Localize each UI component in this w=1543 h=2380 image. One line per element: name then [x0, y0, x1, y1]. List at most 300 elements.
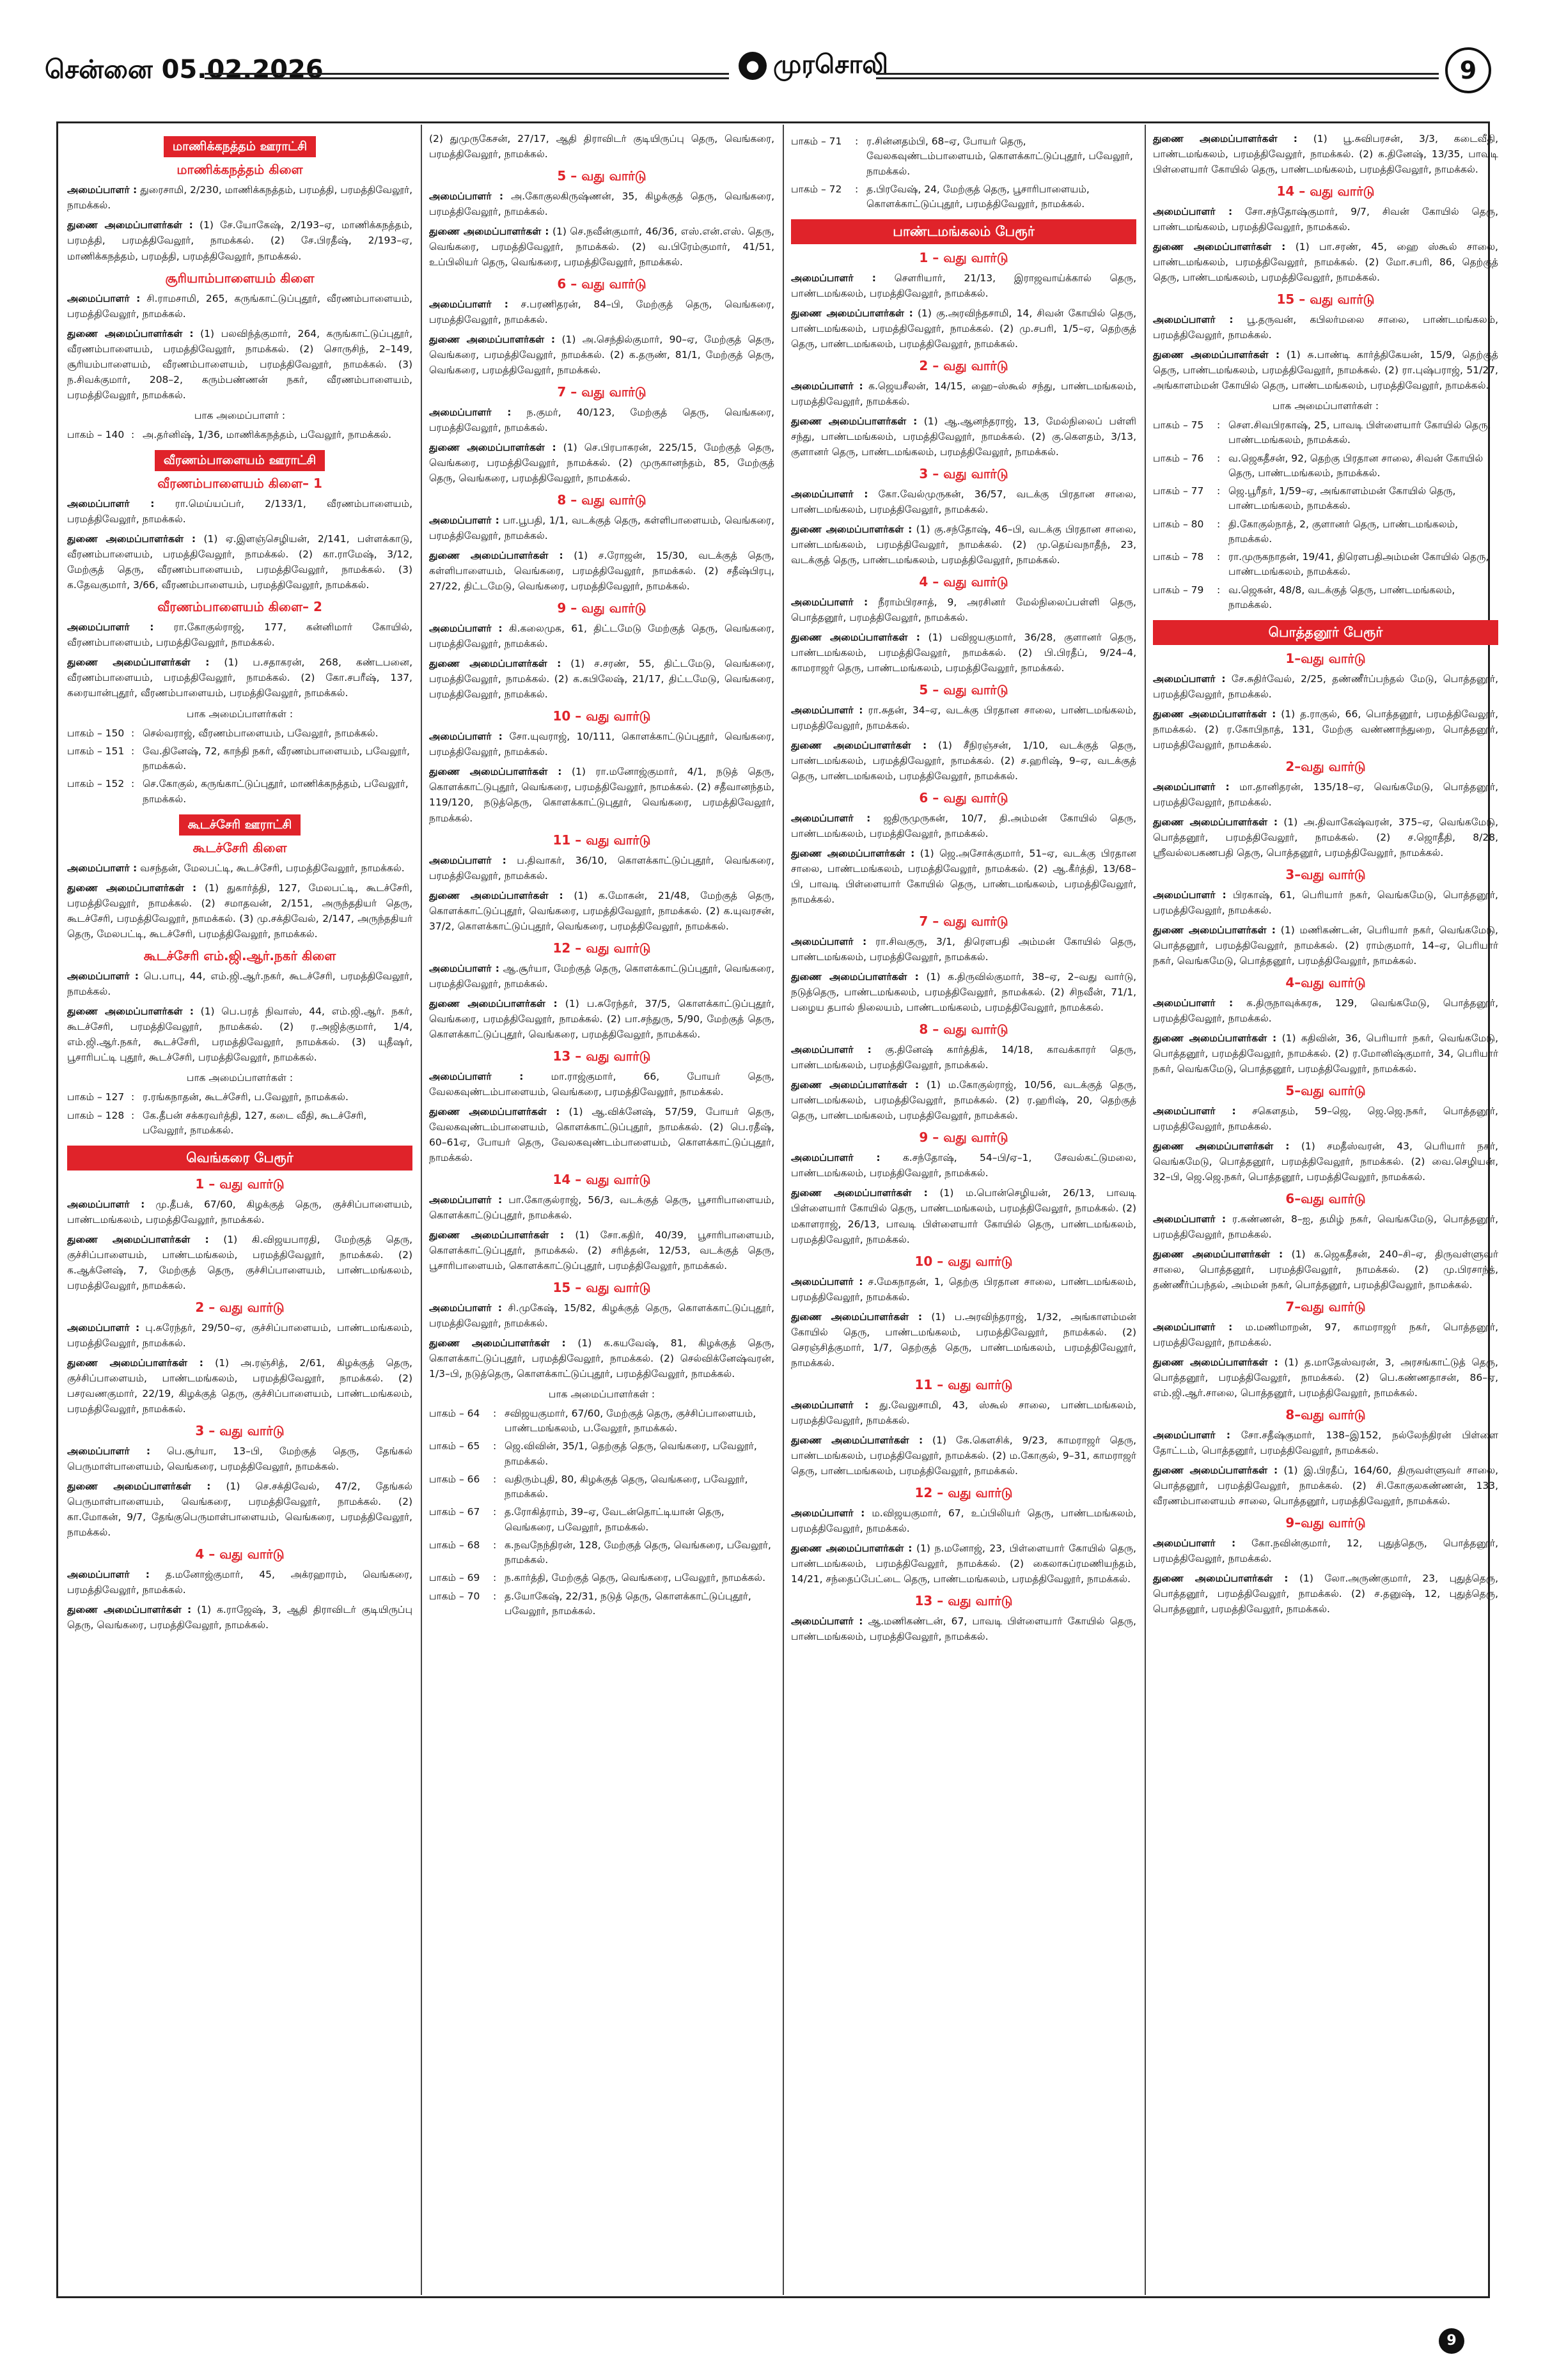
appointment-entry: [429, 1335, 774, 1381]
entry-continuation: (2) துமுருகேசன், 27/17, ஆதி திராவிடர் குடியிருப்பு தெரு, வெங்கரை, பரமத்திவேலூர், நாமக்கல்.: [429, 133, 774, 160]
booth-separator: :: [131, 778, 135, 790]
appointment-entry: [791, 1433, 1136, 1479]
role-label: அமைப்பாளர் :: [429, 623, 503, 635]
role-label: அமைப்பாளர் :: [1153, 889, 1226, 901]
ward-heading: 1–வது வார்டு: [1285, 650, 1366, 666]
role-label: அமைப்பாளர் :: [429, 1194, 503, 1206]
role-label: அமைப்பாளர் :: [791, 1044, 872, 1056]
appointment-entry: [1153, 1247, 1498, 1293]
role-label: துணை அமைப்பாளர்கள் :: [1153, 1032, 1277, 1045]
appointee-details: (1) க.திருவில்குமார், 38–ஏ, 2–வது வார்டு, நடுத்தெரு, பாண்டமங்கலம், பரமத்திவேலூர், நாமக்கல். (2) சிநவீன், 71/1, பழைய தபால் நிலையம், பாண்டமங்கலம், பரமத்திவேலூர், நாமக்கல்.: [791, 971, 1136, 1014]
appointment-entry: [1153, 1103, 1498, 1134]
role-label: துணை அமைப்பாளர்கள் :: [1153, 816, 1278, 828]
role-label: அமைப்பாளர் :: [1153, 1105, 1236, 1117]
booth-appointee: ரா.முருகநாதன், 19/41, திரௌபதிஅம்மன் கோயில் தெரு, பாண்டமங்கலம், நாமக்கல்.: [1228, 551, 1489, 578]
role-label: அமைப்பாளர் :: [1153, 997, 1234, 1009]
booth-section-label: பாக அமைப்பாளர்கள் :: [548, 1388, 655, 1400]
role-label: அமைப்பாளர் :: [67, 184, 137, 196]
booth-row: [429, 1570, 774, 1588]
appointment-entry: [429, 513, 774, 543]
booth-separator: :: [855, 136, 859, 147]
role-label: அமைப்பாளர் :: [67, 498, 155, 510]
appointee-details: க.ஜெயசீலன், 14/15, ஹை–ஸ்கூல் சந்து, பாண்டமங்கலம், பரமத்திவேலூர், நாமக்கல்.: [791, 380, 1136, 407]
booth-appointee: த.ரோகித்ராம், 39–ஏ, வேடன்தொட்டியான் தெரு, வெங்கரை, பவேலூர், நாமக்கல்.: [505, 1506, 725, 1533]
booth-number: பாகம் – 128: [67, 1109, 125, 1121]
appointee-details: (1) ந.மனோஜ், 23, பிள்ளையார் கோயில் தெரு, பாண்டமங்கலம், பரமத்திவேலூர், நாமக்கல். (2) கைலாசுப்ரமணியந்தம், 14/21, சந்தைப்பேட்டை தெரு, பாண்டமங்கலம், பரமத்திவேலூர், நாமக்கல்.: [791, 1542, 1136, 1585]
booth-separator: :: [493, 1440, 497, 1452]
appointee-details: (1) ப.சுரேந்தர், 37/5, கொளக்காட்டுப்புதூர், வெங்கரை, பரமத்திவேலூர், நாமக்கல். (2) பா.சந்துரு, 5/90, மேற்குத் தெரு, கொளக்காட்டுப்புதூர், வெங்கரை, பரமத்திவேலூர், நாமக்கல்.: [429, 997, 774, 1040]
booth-appointee: ஜெ.பூரீதர், 1/59–ஏ, அங்காளம்மன் கோயில் தெரு, பாண்டமங்கலம், நாமக்கல்.: [1228, 485, 1456, 512]
appointee-details: (1) செ.சக்திவேல், 47/2, தேங்கல் பெருமாள்பாளையம், வெங்கரை, பரமத்திவேலூர், நாமக்கல். (2) கா.மோகன், 9/7, தேங்குபெருமாள்பாளையம், வெங்கரை, பரமத்திவேலூர், நாமக்கல்.: [67, 1480, 412, 1538]
role-label: துணை அமைப்பாளர்கள் :: [791, 1187, 928, 1199]
appointee-details: (1) ம.கோகுல்ராஜ், 10/56, வடக்குத் தெரு, பாண்டமங்கலம், பரமத்திவேலூர், நாமக்கல். (2) ர.ஹரிஷ், 20, தெற்குத் தெரு, பாண்டமங்கலம், பரமத்திவேலூர், நாமக்கல்.: [791, 1079, 1136, 1122]
booth-number: பாகம் – 79: [1153, 584, 1204, 596]
ward-heading: 7 – வது வார்டு: [557, 384, 646, 400]
role-label: அமைப்பாளர் :: [429, 1302, 502, 1314]
booth-separator: :: [493, 1539, 497, 1551]
appointment-entry: [67, 655, 412, 701]
booth-row: [1153, 417, 1498, 451]
booth-separator: :: [131, 1109, 135, 1121]
role-label: துணை அமைப்பாளர்கள் :: [67, 327, 194, 339]
booth-number: பாகம் – 72: [791, 183, 842, 195]
appointee-details: (1) த.மாதேஸ்வரன், 3, அரசங்காட்டுத் தெரு, பொத்தனூர், பரமத்திவேலூர், நாமக்கல். (2) பெ.கண்ணதாசன், 86–ஏ, எம்.ஜி.ஆர்.சாலை, பொத்தனூர், பரமத்திவேலூர், நாமக்கல்.: [1153, 1357, 1498, 1399]
role-label: துணை அமைப்பாளர்கள் :: [1153, 133, 1297, 144]
appointee-details: சே.சுதிர்வேல், 2/25, தண்ணீர்ப்பந்தல் மேடு, பொத்தனூர், பரமத்திவேலூர், நாமக்கல்.: [1153, 673, 1498, 700]
panchayat-heading: வீரணம்பாளையம் ஊராட்சி: [155, 450, 325, 471]
appointee-details: (1) க.ஜெகதீசன், 240–சி–ஏ, திருவள்ளுவர் சாலை, பொத்தனூர், பரமத்திவேலூர், நாமக்கல். (2) மு.பிரசாந்த், தண்ணீர்ப்பந்தல், அம்மன் நகர், பொத்தனூர், பரமத்திவேலூர், நாமக்கல்.: [1153, 1248, 1498, 1291]
panchayat-heading: மாணிக்கநத்தம் ஊராட்சி: [164, 136, 316, 157]
column-2: [429, 131, 774, 2285]
role-label: துணை அமைப்பாளர்கள் :: [1153, 241, 1286, 253]
appointee-details: கோ.நவின்குமார், 12, புதுத்தெரு, பொத்தனூர், பரமத்திவேலூர், நாமக்கல்.: [1153, 1537, 1498, 1565]
appointment-entry: [1153, 887, 1498, 918]
role-label: துணை அமைப்பாளர்கள் :: [1153, 708, 1276, 720]
appointee-details: கோ.வேல்முருகன், 36/57, வடக்கு பிரதான சாலை, பாண்டமங்கலம், பரமத்திவேலூர், நாமக்கல்.: [791, 488, 1136, 515]
appointment-entry: [1153, 239, 1498, 285]
appointment-entry: [67, 880, 412, 942]
appointee-details: (1) ம.பொன்செழியன், 26/13, பாவடி பிள்ளையார் கோயில் தெரு, பாண்டமங்கலம், பரமத்திவேலூர், நாமக்கல். (2) மகாளராஜ், 26/13, பாவடி பிள்ளையார் கோயில் தெரு, பாண்டமங்கலம், பரமத்திவேலூர், நாமக்கல்.: [791, 1187, 1136, 1245]
appointment-entry: [791, 1541, 1136, 1587]
role-label: அமைப்பாளர் :: [67, 1198, 145, 1210]
appointee-details: கு.தினேஷ் கார்த்திக், 14/18, காவக்காரர் தெரு, பாண்டமங்கலம், பரமத்திவேலூர், நாமக்கல்.: [791, 1044, 1136, 1071]
role-label: அமைப்பாளர் :: [67, 862, 137, 875]
role-label: துணை அமைப்பாளர்கள் :: [67, 219, 193, 231]
appointee-details: மா.தானிதரன், 135/18–ஏ, வெங்கமேடு, பொத்தனூர், பரமத்திவேலூர், நாமக்கல்.: [1153, 781, 1498, 808]
booth-list: [67, 427, 412, 445]
role-label: துணை அமைப்பாளர்கள் :: [791, 415, 918, 427]
role-label: அமைப்பாளர் :: [429, 407, 512, 419]
appointee-details: (1) சமதீஸ்வரன், 43, பெரியார் நகர், வெங்கமேடு, பொத்தனூர், பரமத்திவேலூர், நாமக்கல். (2) வை.செழியன், 32–பி, ஜெ.ஜெ.நகர், பொத்தனூர், பரமத்திவேலூர், நாமக்கல்.: [1153, 1140, 1498, 1183]
appointment-entry: [1153, 1463, 1498, 1509]
booth-row: [429, 1438, 774, 1472]
appointment-entry: [791, 414, 1136, 460]
appointee-details: (1) பூ.சுவிபரசன், 3/3, கடைவீதி, பாண்டமங்கலம், பரமத்திவேலூர், நாமக்கல். (2) க.தினேஷ், 13/35, பாவடி பிள்ளையார் கோயில் தெரு, பாண்டமங்கலம், பரமத்திவேலூர், நாமக்கல்.: [1153, 133, 1498, 176]
booth-appointee: ந.கார்த்தி, மேற்குத் தெரு, வெங்கரை, பவேலூர், நாமக்கல்.: [505, 1572, 766, 1584]
appointee-details: ம.மணிமாறன், 97, காமராஜர் நகர், பொத்தனூர், பரமத்திவேலூர், நாமக்கல்.: [1153, 1321, 1498, 1349]
appointee-details: (1) க.மோகன், 21/48, மேற்குத் தெரு, கொளக்காட்டுப்புதூர், வெங்கரை, பரமத்திவேலூர், நாமக்கல். (2) க.யுவரசன், 37/2, கொளக்காட்டுப்புதூர், வெங்கரை, பரமத்திவேலூர், நாமக்கல்.: [429, 889, 774, 932]
booth-number: பாகம் – 66: [429, 1473, 480, 1485]
ward-heading: 13 – வது வார்டு: [552, 1048, 651, 1064]
booth-number: பாகம் – 140: [67, 428, 125, 440]
booth-row: [429, 1589, 774, 1622]
booth-row: [1153, 451, 1498, 484]
role-label: அமைப்பாளர் :: [429, 515, 499, 527]
column-divider: [1145, 125, 1146, 2295]
ward-heading: 8–வது வார்டு: [1285, 1407, 1366, 1423]
appointment-entry: [791, 1274, 1136, 1305]
ward-heading: 7–வது வார்டு: [1285, 1299, 1366, 1315]
appointment-entry: [1153, 814, 1498, 860]
booth-section-label: பாக அமைப்பாளர் :: [194, 409, 286, 421]
booth-separator: :: [493, 1572, 497, 1584]
ward-heading: 12 – வது வார்டு: [552, 940, 651, 956]
role-label: துணை அமைப்பாளர்கள் :: [67, 657, 210, 669]
role-label: அமைப்பாளர் :: [791, 813, 871, 825]
appointee-details: சோ.யுவராஜ், 10/111, கொளக்காட்டுப்புதூர், வெங்கரை, பரமத்திவேலூர், நாமக்கல்.: [429, 731, 774, 758]
appointment-entry: [1153, 779, 1498, 810]
ward-heading: 9–வது வார்டு: [1285, 1515, 1366, 1531]
booth-row: [67, 743, 412, 777]
appointee-details: மா.ராஜ்குமார், 66, போயர் தெரு, வேலகவுண்டம்பாளையம், வெங்கரை, பரமத்திவேலூர், நாமக்கல்.: [429, 1070, 774, 1098]
booth-row: [67, 776, 412, 809]
role-label: துணை அமைப்பாளர்கள் :: [1153, 1248, 1283, 1261]
ward-heading: 1 – வது வார்டு: [919, 249, 1008, 265]
appointee-details: பூ.தருவன், கபிலர்மலை சாலை, பாண்டமங்கலம், பரமத்திவேலூர், நாமக்கல்.: [1153, 314, 1498, 341]
booth-number: பாகம் – 151: [67, 745, 125, 757]
booth-section-label: பாக அமைப்பாளர்கள் :: [186, 708, 294, 720]
appointee-details: மு.தீபக், 67/60, கிழக்குத் தெரு, குச்சிப்பாளையம், பாண்டமங்கலம், பரமத்திவேலூர், நாமக்கல்.: [67, 1198, 412, 1225]
booth-appointee: ஜெ.விவின், 35/1, தெற்குத் தெரு, வெங்கரை, பவேலூர், நாமக்கல்.: [505, 1440, 757, 1467]
edition-date: சென்னை 05.02.2026: [45, 55, 324, 84]
role-label: அமைப்பாளர் :: [429, 854, 506, 866]
appointment-entry: [67, 968, 412, 999]
appointment-entry: [1153, 1355, 1498, 1401]
appointment-entry: [429, 961, 774, 992]
role-label: துணை அமைப்பாளர்கள் :: [791, 848, 915, 860]
appointment-entry: [791, 1505, 1136, 1536]
appointment-entry: [791, 811, 1136, 841]
appointee-details: பா.கோகுல்ராஜ், 56/3, வடக்குத் தெரு, பூசாரிபாளையம், கொளக்காட்டுப்புதூர், நாமக்கல்.: [429, 1194, 774, 1221]
appointee-details: (1) துகார்த்தி, 127, மேலபட்டி, கூடச்சேரி, பரமத்திவேலூர், நாமக்கல். (2) சமாதவன், 2/151, அருந்ததியர் தெரு, கூடச்சேரி, பரமத்திவேலூர், நாமக்கல். (3) மு.சக்திவேல், 2/147, அருந்ததியர் தெரு, மேலபட்டி, கூடச்சேரி, பரமத்திவேலூர், நாமக்கல்.: [67, 882, 412, 940]
booth-row: [1153, 549, 1498, 582]
appointee-details: நீராம்பிரசாத், 9, அரசினர் மேல்நிலைப்பள்ளி தெரு, பொத்தனூர், பரமத்திவேலூர், நாமக்கல்.: [791, 596, 1136, 624]
appointment-entry: [67, 1602, 412, 1633]
role-label: அமைப்பாளர் :: [1153, 1213, 1226, 1225]
booth-number: பாகம் – 70: [429, 1590, 480, 1602]
ward-heading: 5–வது வார்டு: [1285, 1083, 1366, 1099]
appointee-details: (1) த.ராகுல், 66, பொத்தனூர், பரமத்திவேலூர், நாமக்கல். (2) ர.கோபிநாத், 131, மேற்கு வண்ணாந்துறை, பொத்தனூர், பரமத்திவேலூர், நாமக்கல்.: [1153, 708, 1498, 751]
booth-number: பாகம் – 150: [67, 727, 125, 739]
role-label: துணை அமைப்பாளர்கள் :: [429, 766, 562, 778]
ward-heading: 11 – வது வார்டு: [914, 1376, 1013, 1392]
header-rule-right: [876, 73, 1439, 79]
appointment-entry: [67, 1232, 412, 1293]
role-label: துணை அமைப்பாளர்கள் :: [67, 882, 197, 894]
ward-heading: 5 – வது வார்டு: [919, 682, 1008, 698]
booth-row: [67, 1089, 412, 1107]
appointment-entry: [429, 1104, 774, 1165]
ward-heading: கூடச்சேரி எம்.ஜி.ஆர்.நகர் கிளை: [143, 948, 336, 964]
ward-heading: 14 – வது வார்டு: [1276, 183, 1375, 199]
appointment-entry: [67, 531, 412, 593]
ward-heading: 2–வது வார்டு: [1285, 758, 1366, 774]
role-label: அமைப்பாளர் :: [791, 596, 868, 609]
appointment-entry: [67, 1443, 412, 1474]
role-label: துணை அமைப்பாளர்கள் :: [791, 632, 920, 644]
appointment-entry: [791, 1614, 1136, 1644]
booth-list: [429, 1406, 774, 1621]
ward-heading: 6 – வது வார்டு: [557, 276, 646, 292]
appointment-entry: [1153, 995, 1498, 1026]
role-label: துணை அமைப்பாளர்கள் :: [429, 442, 556, 454]
appointment-entry: [791, 522, 1136, 568]
booth-appointee: தி.கோகுல்நாத், 2, குளானர் தெரு, பாண்டமங்கலம், நாமக்கல்.: [1228, 518, 1459, 545]
appointment-entry: [429, 656, 774, 702]
booth-row: [67, 726, 412, 743]
booth-section-label: பாக அமைப்பாளர்கள் :: [1272, 400, 1379, 412]
role-label: துணை அமைப்பாளர்கள் :: [429, 334, 556, 346]
appointment-entry: [67, 1355, 412, 1417]
role-label: துணை அமைப்பாளர்கள் :: [429, 550, 563, 562]
booth-row: [1153, 582, 1498, 616]
role-label: துணை அமைப்பாளர்கள் :: [1153, 924, 1276, 936]
ward-heading: 4 – வது வார்டு: [195, 1546, 285, 1562]
role-label: அமைப்பாளர் :: [67, 1445, 151, 1457]
booth-row: [429, 1406, 774, 1439]
booth-separator: :: [1217, 584, 1221, 596]
role-label: அமைப்பாளர் :: [1153, 781, 1230, 793]
role-label: அமைப்பாளர் :: [1153, 1429, 1231, 1442]
role-label: துணை அமைப்பாளர்கள் :: [791, 1311, 923, 1323]
column-3: [791, 131, 1136, 2285]
booth-separator: :: [131, 428, 135, 440]
appointee-details: (1) இ.பிரதீப், 164/60, திருவள்ளுவர் சாலை, பொத்தனூர், பரமத்திவேலூர், நாமக்கல். (2) சி.கோகுலகண்ணன், 133, வீரணம்பாளையம் சாலை, பொத்தனூர், பரமத்திவேலூர், நாமக்கல்.: [1153, 1465, 1498, 1507]
page-number: 9: [1445, 47, 1491, 93]
appointee-details: ரா.சுதன், 34–ஏ, வடக்கு பிரதான சாலை, பாண்டமங்கலம், பரமத்திவேலூர், நாமக்கல்.: [791, 704, 1136, 732]
appointment-entry: [1153, 1319, 1498, 1350]
ward-heading: 3–வது வார்டு: [1285, 866, 1366, 882]
appointment-entry: [429, 332, 774, 378]
booth-separator: :: [1217, 485, 1221, 497]
booth-appointee: ர.ரங்கநாதன், கூடச்சேரி, ப.வேலூர், நாமக்கல்.: [143, 1091, 349, 1103]
appointee-details: ச.பரணிதரன், 84–பி, மேற்குத் தெரு, வெங்கரை, பரமத்திவேலூர், நாமக்கல்.: [429, 299, 774, 326]
appointee-details: ரா.கோகுல்ராஜ், 177, கன்னிமார் கோயில், வீரணம்பாளையம், பரமத்திவேலூர், நாமக்கல்.: [67, 621, 412, 649]
booth-appointee: வதிரும்புதி, 80, கிழக்குத் தெரு, வெங்கரை, பவேலூர், நாமக்கல்.: [505, 1473, 748, 1500]
role-label: துணை அமைப்பாளர்கள் :: [67, 1233, 209, 1245]
ward-heading: 2 – வது வார்டு: [919, 357, 1008, 373]
ward-heading: வீரணம்பாளையம் கிளை– 2: [157, 599, 322, 615]
appointee-details: (1) ஏ.இளஞ்செழியன், 2/141, பள்ளக்காடு, வீரணம்பாளையம், பரமத்திவேலூர், நாமக்கல். (2) கா.ராமேஷ், 3/12, மேற்குத் தெரு, வீரணம்பாளையம், பரமத்திவேலூர், நாமக்கல். (3) க.தேவகுமார், 3/66, வீரணம்பாளையம், பரமத்திவேலூர், நாமக்கல்.: [67, 533, 412, 591]
appointment-entry: [1153, 312, 1498, 343]
booth-appointee: ர.சின்னதம்பி, 68–ஏ, போயர் தெரு, வேலகவுண்டம்பாளையம், கொளக்காட்டுப்புதூர், பவேலூர், நாமக்கல்.: [866, 136, 1133, 177]
booth-row: [791, 134, 1136, 182]
ward-heading: 3 – வது வார்டு: [919, 465, 1008, 481]
appointment-entry: [791, 738, 1136, 784]
column-4: [1153, 131, 1498, 2285]
ward-heading: 9 – வது வார்டு: [919, 1130, 1008, 1146]
booth-separator: :: [1217, 518, 1221, 530]
ward-heading: 8 – வது வார்டு: [557, 492, 646, 508]
appointment-entry: [1153, 347, 1498, 393]
appointee-details: பெ.சூர்யா, 13–பி, மேற்குத் தெரு, தேங்கல் பெருமாள்பாளையம், வெங்கரை, பரமத்திவேலூர், நாமக்கல்.: [67, 1445, 412, 1472]
appointment-entry: [429, 548, 774, 594]
appointee-details: அ.கோகுலகிருஷ்ணன், 35, கிழக்குத் தெரு, வெங்கரை, பரமத்திவேலூர், நாமக்கல்.: [429, 191, 774, 218]
booth-number: பாகம் – 80: [1153, 518, 1204, 530]
booth-list: [67, 726, 412, 809]
ward-heading: 10 – வது வார்டு: [914, 1253, 1013, 1269]
appointment-entry: [67, 1320, 412, 1351]
appointment-entry: [791, 1185, 1136, 1247]
role-label: அமைப்பாளர் :: [791, 380, 863, 392]
booth-number: பாகம் – 71: [791, 136, 842, 147]
appointee-details: (1) ச.ரோஜன், 15/30, வடக்குத் தெரு, கள்ளிபாளையம், வெங்கரை, பரமத்திவேலூர், நாமக்கல். (2) சதீஷ்பிரபு, 27/22, திட்டமேடு, வெங்கரை, பரமத்திவேலூர், நாமக்கல்.: [429, 550, 774, 593]
role-label: அமைப்பாளர் :: [429, 962, 499, 974]
role-label: அமைப்பாளர் :: [1153, 206, 1233, 218]
column-1: [67, 131, 412, 2285]
appointee-details: (1) ரா.மனோஜ்குமார், 4/1, நடுத் தெரு, கொளக்காட்டுபுதூர், வெங்கரை, பரமத்திவேலூர், நாமக்கல். (2) சதீவானந்தம், 119/120, நடுத்தெரு, கொளக்காட்டுபுதூர், வெங்கரை, பரமத்திவேலூர், நாமக்கல்.: [429, 766, 774, 824]
booth-row: [1153, 517, 1498, 550]
appointee-details: பிரகாஷ், 61, பெரியார் நகர், வெங்கமேடு, பொத்தனூர், பரமத்திவேலூர், நாமக்கல்.: [1153, 889, 1498, 916]
booth-number: பாகம் – 65: [429, 1440, 480, 1452]
ward-heading: 6 – வது வார்டு: [919, 790, 1008, 806]
role-label: அமைப்பாளர் :: [429, 1070, 524, 1082]
role-label: துணை அமைப்பாளர்கள் :: [1153, 1465, 1278, 1477]
appointee-details: க.சந்தோஷ், 54–பி/ஏ–1, சேவல்கட்டுமலை, பாண்டமங்கலம், பரமத்திவேலூர், நாமக்கல்.: [791, 1152, 1136, 1179]
appointment-entry: [67, 1567, 412, 1598]
appointee-details: (1) சோ.கதிர், 40/39, பூசாரிபாளையம், கொளக்காட்டுப்புதூர், நாமக்கல். (2) சரித்தன், 12/53, வடக்குத் தெரு, பூசாரிபாளையம், கொளக்காட்டுப்புதூர், பரமத்திவேலூர், நாமக்கல்.: [429, 1229, 774, 1272]
booth-appointee: வே.தினேஷ், 72, காந்தி நகர், வீரணம்பாளையம், பவேலூர், நாமக்கல்.: [143, 745, 410, 772]
ward-heading: 15 – வது வார்டு: [1276, 292, 1375, 307]
appointment-entry: [67, 1004, 412, 1065]
appointment-entry: [429, 1192, 774, 1223]
appointment-entry: [791, 703, 1136, 733]
appointment-entry: [791, 306, 1136, 352]
appointment-entry: [67, 326, 412, 403]
booth-separator: :: [493, 1506, 497, 1518]
booth-list: [67, 1089, 412, 1140]
role-label: அமைப்பாளர் :: [1153, 314, 1234, 326]
appointee-details: துரைசாமி, 2/230, மாணிக்கநத்தம், பரமத்தி, பரமத்திவேலூர், நாமக்கல்.: [67, 184, 412, 212]
appointment-entry: [791, 1150, 1136, 1181]
appointee-details: (1) அ.ரஞ்சித், 2/61, கிழக்குத் தெரு, குச்சிப்பாளையம், பாண்டமங்கலம், பரமத்திவேலூர், நாமக்கல். (2) பசரவணகுமார், 22/19, கிழக்குத் தெரு, குச்சிப்பாளையம், பாண்டமங்கலம், பரமத்திவேலூர், நாமக்கல்.: [67, 1357, 412, 1415]
ward-heading: 14 – வது வார்டு: [552, 1171, 651, 1187]
appointee-details: (1) ப.சதாகரன், 268, கண்டபனை, வீரணம்பாளையம், பரமத்திவேலூர், நாமக்கல். (2) கோ.சபரீஷ், 137, கரையான்புதூர், வீரணம்பாளையம், பரமத்திவேலூர், நாமக்கல்.: [67, 657, 412, 699]
appointee-details: (1) ஆ.ஆனந்தராஜ், 13, மேல்நிலைப் பள்ளி சந்து, பாண்டமங்கலம், பரமத்திவேலூர், நாமக்கல். (2) கு.கௌதம், 3/13, குளானர் தெரு, பாண்டமங்கலம், பரமத்திவேலூர், நாமக்கல்.: [791, 415, 1136, 458]
role-label: அமைப்பாளர் :: [1153, 1321, 1233, 1334]
role-label: துணை அமைப்பாளர்கள் :: [429, 889, 563, 901]
booth-number: பாகம் – 76: [1153, 452, 1204, 464]
appointment-entry: [1153, 1427, 1498, 1458]
appointment-entry: [67, 1479, 412, 1540]
appointee-details: (1) மணிகண்டன், பெரியார் நகர், வெங்கமேடு, பொத்தனூர், பரமத்திவேலூர், நாமக்கல். (2) ராம்குமார், 14–ஏ, பெரியார் நகர், வெங்கமேடு, பொத்தனூர், பரமத்திவேலூர், நாமக்கல்.: [1153, 924, 1498, 967]
appointment-entry: [429, 853, 774, 883]
appointee-details: ஜதிருமுருகன், 10/7, தி.அம்மன் கோயில் தெரு, பாண்டமங்கலம், பரமத்திவேலூர், நாமக்கல்.: [791, 813, 1136, 840]
role-label: அமைப்பாளர் :: [67, 1321, 140, 1334]
appointment-entry: [1153, 706, 1498, 752]
booth-number: பாகம் – 68: [429, 1539, 480, 1551]
booth-appointee: சவிஜயகுமார், 67/60, மேற்குத் தெரு, குச்சிப்பாளையம், பாண்டமங்கலம், ப.வேலூர், நாமக்கல்.: [505, 1407, 756, 1435]
appointee-details: ரா.சிவகுரு, 3/1, திரௌபதி அம்மன் கோயில் தெரு, பாண்டமங்கலம், பரமத்திவேலூர், நாமக்கல்.: [791, 936, 1136, 963]
booth-number: பாகம் – 78: [1153, 551, 1204, 563]
booth-separator: :: [493, 1590, 497, 1602]
appointment-entry: [791, 1077, 1136, 1123]
ward-heading: 10 – வது வார்டு: [552, 708, 651, 724]
appointee-details: (1) க.கயவேஷ், 81, கிழக்குத் தெரு, கொளக்காட்டுப்புதூர், பரமத்திவேலூர், நாமக்கல். (2) செல்விக்னேஷ்வரன், 1/3–பி, நடுத்தெரு, கொளக்காட்டுப்புதூர், பரமத்திவேலூர், நாமக்கல்.: [429, 1337, 774, 1380]
role-label: அமைப்பாளர் :: [429, 299, 508, 311]
role-label: துணை அமைப்பாளர்கள் :: [1153, 349, 1280, 361]
ward-heading: 2 – வது வார்டு: [195, 1299, 285, 1315]
booth-appointee: செ.கோகுல், கருங்காட்டுப்புதூர், மாணிக்கநத்தம், பவேலூர், நாமக்கல்.: [143, 778, 409, 805]
role-label: அமைப்பாளர் :: [791, 272, 876, 284]
appointee-details: (1) கு.அரவிந்தசாமி, 14, சிவன் கோயில் தெரு, பாண்டமங்கலம், பரமத்திவேலூர், நாமக்கல். (2) மு.சபரி, 1/5–ஏ, தெற்குத் தெரு, பாண்டமங்கலம், பரமத்திவேலூர், நாமக்கல்.: [791, 307, 1136, 350]
booth-row: [67, 1108, 412, 1141]
ward-heading: கூடச்சேரி கிளை: [192, 840, 287, 856]
appointee-details: ம.விஜயகுமார், 67, உப்பிலியர் தெரு, பாண்டமங்கலம், பரமத்திவேலூர், நாமக்கல்.: [791, 1507, 1136, 1534]
appointment-entry: [67, 619, 412, 650]
appointment-entry: [791, 1397, 1136, 1428]
role-label: துணை அமைப்பாளர்கள் :: [1153, 1573, 1288, 1585]
appointee-details: பெ.பாபு, 44, எம்.ஜி.ஆர்.நகர், கூடச்சேரி, பரமத்திவேலூர், நாமக்கல்.: [67, 970, 412, 998]
appointment-entry: [429, 224, 774, 270]
appointee-details: பா.பூபதி, 1/1, வடக்குத் தெரு, கள்ளிபாளையம், வெங்கரை, பரமத்திவேலூர், நாமக்கல்.: [429, 515, 774, 542]
ward-heading: 15 – வது வார்டு: [552, 1279, 651, 1295]
appointment-entry: [429, 189, 774, 219]
appointee-details: (1) பெ.பரத் நிவாஸ், 44, எம்.ஜி.ஆர். நகர், கூடச்சேரி, பரமத்திவேலூர், நாமக்கல். (2) ர.அஜித்குமார், 1/4, எம்.ஜி.ஆர்.நகர், கூடச்சேரி, பரமத்திவேலூர், நாமக்கல். (3) யுதீஷர், பூசாரிபட்டி புதூர், கூடச்சேரி, பரமத்திவேலூர், நாமக்கல்.: [67, 1006, 412, 1064]
appointment-entry: [791, 969, 1136, 1015]
appointee-details: து.வேலுசாமி, 43, ஸ்கூல் சாலை, பாண்டமங்கலம், பரமத்திவேலூர், நாமக்கல்.: [791, 1399, 1136, 1426]
appointee-details: (1) ப.அரவிந்தராஜ், 1/32, அங்காளம்மன் கோயில் தெரு, பாண்டமங்கலம், பரமத்திவேலூர், நாமக்கல். (2) செரஞ்சித்குமார், 1/7, தெற்குத் தெரு, பாண்டமங்கலம், பரமத்திவேலூர், நாமக்கல்.: [791, 1311, 1136, 1369]
appointment-entry: [1153, 131, 1498, 177]
appointee-details: (1) ஆ.விக்னேஷ், 57/59, போயர் தெரு, வேலகவுண்டம்பாளையம், கொளக்காட்டுப்புதூர், நாமக்கல். (2) பெ.ரதீஷ், 60–61ஏ, போயர் தெரு, வேலகவுண்டம்பாளையம், கொளக்காட்டுப்புதூர், நாமக்கல்.: [429, 1105, 774, 1163]
role-label: துணை அமைப்பாளர்கள் :: [67, 1006, 194, 1018]
booth-separator: :: [131, 1091, 135, 1103]
appointee-details: ஆ.சூர்யா, மேற்குத் தெரு, கொளக்காட்டுப்புதூர், வெங்கரை, பரமத்திவேலூர், நாமக்கல்.: [429, 962, 774, 990]
tiger-emblem-icon: ●: [739, 52, 767, 80]
role-label: அமைப்பாளர் :: [67, 970, 139, 983]
appointee-details: வசந்தன், மேலபட்டி, கூடச்சேரி, பரமத்திவேலூர், நாமக்கல்.: [140, 862, 405, 875]
booth-row: [429, 1472, 774, 1505]
appointee-details: (1) ச.சரண், 55, திட்டமேடு, வெங்கரை, பரமத்திவேலூர், நாமக்கல். (2) க.கபிலேஷ், 21/17, திட்டமேடு, வெங்கரை, பரமத்திவேலூர், நாமக்கல்.: [429, 658, 774, 701]
role-label: அமைப்பாளர் :: [791, 1615, 863, 1627]
booth-separator: :: [1217, 551, 1221, 563]
appointee-details: (1) பா.சரண், 45, ஹை ஸ்கூல் சாலை, பாண்டமங்கலம், பரமத்திவேலூர், நாமக்கல். (2) மோ.சபரி, 86, தெற்குத் தெரு, பாண்டமங்கலம், பரமத்திவேலூர், நாமக்கல்.: [1153, 241, 1498, 284]
appointment-entry: [791, 630, 1136, 676]
appointment-entry: [1153, 1571, 1498, 1617]
appointment-entry: [1153, 1211, 1498, 1242]
role-label: துணை அமைப்பாளர்கள் :: [791, 740, 927, 752]
role-label: அமைப்பாளர் :: [791, 1152, 881, 1164]
role-label: அமைப்பாளர் :: [429, 191, 504, 203]
appointment-entry: [67, 1197, 412, 1227]
role-label: துணை அமைப்பாளர்கள் :: [67, 1357, 203, 1369]
column-divider: [421, 125, 422, 2295]
appointee-details: பு.சுரேந்தர், 29/50–ஏ, குச்சிப்பாளையம், பாண்டமங்கலம், பரமத்திவேலூர், நாமக்கல்.: [67, 1321, 412, 1349]
role-label: துணை அமைப்பாளர்கள் :: [791, 1434, 923, 1446]
booth-appointee: கே.தீபன் சக்கரவர்த்தி, 127, கடை வீதி, கூடச்சேரி, பவேலூர், நாமக்கல்.: [143, 1109, 367, 1136]
ward-heading: 4–வது வார்டு: [1285, 975, 1366, 990]
ward-heading: 4 – வது வார்டு: [919, 574, 1008, 590]
town-heading: வெங்கரை பேரூர்: [67, 1146, 412, 1171]
column-divider: [783, 125, 784, 2295]
booth-appointee: க.நவநேந்திரன், 128, மேற்குத் தெரு, வெங்கரை, பவேலூர், நாமக்கல்.: [505, 1539, 771, 1566]
booth-section-label: பாக அமைப்பாளர்கள் :: [186, 1072, 294, 1084]
appointment-entry: [791, 486, 1136, 517]
role-label: துணை அமைப்பாளர்கள் :: [1153, 1357, 1278, 1369]
role-label: அமைப்பாளர் :: [791, 1399, 869, 1411]
role-label: துணை அமைப்பாளர்கள் :: [429, 997, 558, 1009]
ward-heading: 1 – வது வார்டு: [195, 1176, 285, 1192]
